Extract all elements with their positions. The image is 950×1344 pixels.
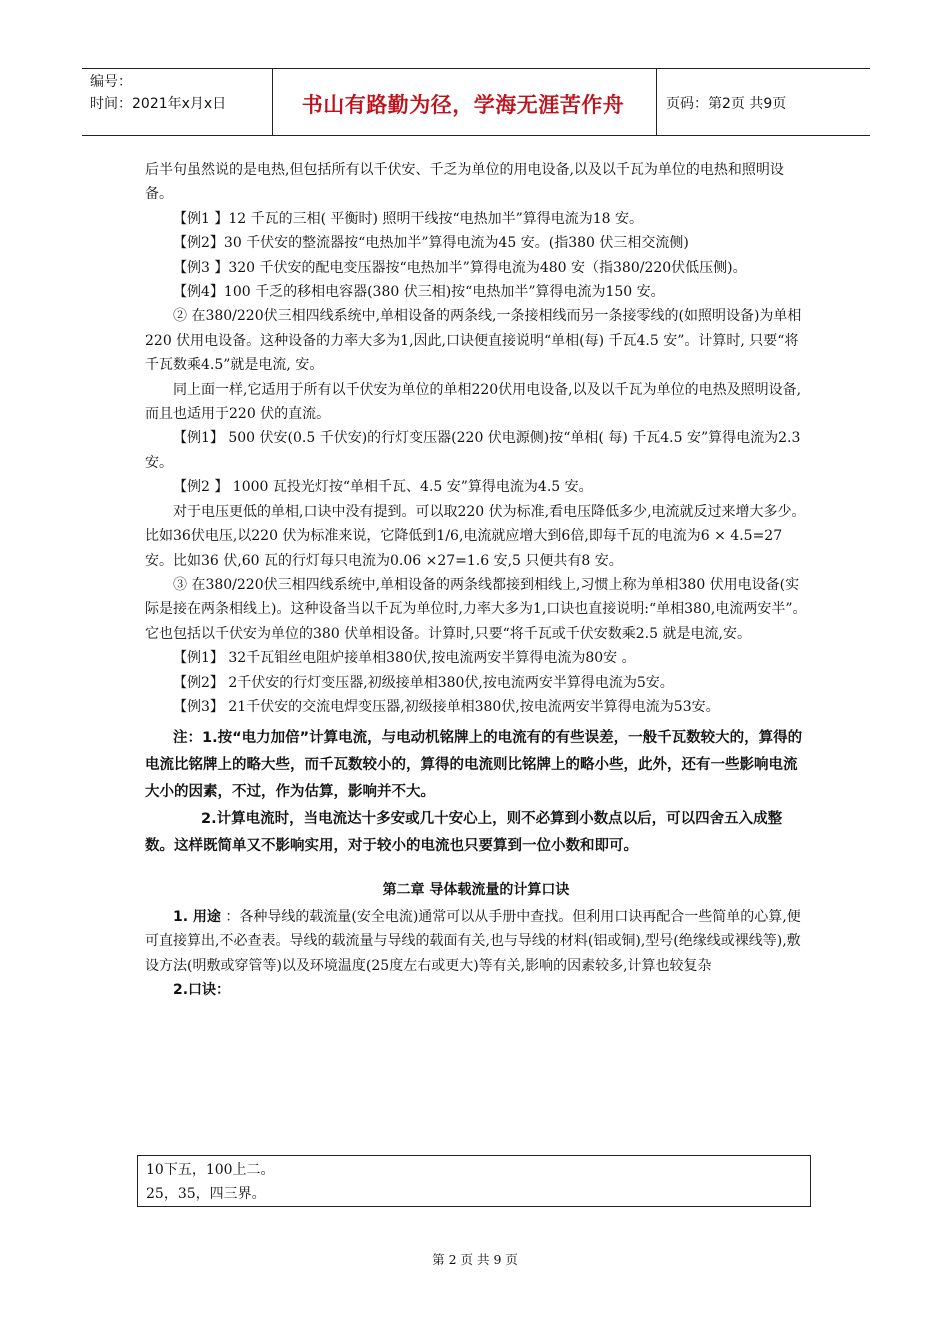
example-paragraph: 【例3】 21千伏安的交流电焊变压器,初级接单相380伏,按电流两安半算得电流为53安。 bbox=[173, 698, 720, 715]
page-footer: 第 2 页 共 9 页 bbox=[432, 1252, 518, 1267]
section-text: ：各种导线的载流量(安全电流)通常可以从手册中查找。但利用口诀再配合一些简单的心算,便可直接算出,不必查表。导线的载流量与导线的载面有关,也与导线的材料(铝或铜),型号(绝缘线或裸线等),敷设方法(明敷或穿管等)以及环境温度(25度左右或更大)等有关,影响的因素较多,计算也较复杂 bbox=[145, 908, 801, 974]
example-paragraph: 【例1 】12 千瓦的三相( 平衡时) 照明干线按“电热加半”算得电流为18 安。 bbox=[173, 210, 644, 227]
mnemonic-line: 25，35，四三界。 bbox=[146, 1186, 266, 1202]
document-body bbox=[145, 158, 807, 1002]
time-label: 时间：2021年x月x日 bbox=[90, 96, 227, 112]
section-usage bbox=[145, 905, 807, 978]
example-paragraph: 【例2 】 1000 瓦投光灯按“单相千瓦、4.5 安”算得电流为4.5 安。 bbox=[173, 479, 593, 496]
example-paragraph: 【例1】 500 伏安(0.5 千伏安)的行灯变压器(220 伏电源侧)按“单相( 每) 千瓦4.5 安”算得电流为2.3 安。 bbox=[145, 430, 801, 471]
example-paragraph: 【例2】30 千伏安的整流器按“电热加半”算得电流为45 安。(指380 伏三相交流侧) bbox=[173, 235, 689, 252]
paragraph: 对于电压更低的单相,口诀中没有提到。可以取220 伏为标准,看电压降低多少,电流就反过来增大多少。比如36伏电压,以220 伏为标准来说，它降低到1/6,电流就应增大到6倍,即每千瓦的电流为6 × 4.5=27 安。比如36 伏,60 瓦的行灯每只电流为0.06 ×27=1.6 安,5 只便共有8 安。 bbox=[145, 503, 806, 569]
section-label: 1. 用途 bbox=[173, 908, 221, 925]
header-divider bbox=[272, 69, 273, 135]
example-paragraph: 【例2】 2千伏安的行灯变压器,初级接单相380伏,按电流两安半算得电流为5安。 bbox=[173, 674, 674, 691]
header-divider bbox=[656, 69, 657, 135]
number-label: 编号： bbox=[90, 74, 132, 90]
section-mnemonic-label: 2.口诀： bbox=[173, 981, 231, 998]
chapter-title: 第二章 导体载流量的计算口诀 bbox=[382, 882, 570, 899]
paragraph: ③ 在380/220伏三相四线系统中,单相设备的两条线都接到相线上,习惯上称为单相380 伏用电设备(实际是接在两条相线上)。这种设备当以千瓦为单位时,力率大多为1,口诀也直接说明:“单相380,电流两安半”。它也包括以千伏安为单位的380 伏单相设备。计算时,只要“将千瓦或千伏安数乘2.5 就是电流,安。 bbox=[145, 576, 807, 642]
header-meta bbox=[90, 71, 226, 115]
note-paragraph: 2.计算电流时，当电流达十多安或几十安心上，则不必算到小数点以后，可以四舍五入成整数。这样既简单又不影响实用，对于较小的电流也只要算到一位小数和即可。 bbox=[145, 811, 783, 855]
note-paragraph: 注：1.按“电力加倍”计算电流，与电动机铭牌上的电流有的有些误差，一般千瓦数较大的，算得的电流比铭牌上的略大些，而千瓦数较小的，算得的电流则比铭牌上的略小些，此外，还有一些影响电流大小的因素，不过，作为估算，影响并不大。 bbox=[145, 730, 803, 801]
example-paragraph: 【例1】 32千瓦钼丝电阻炉接单相380伏,按电流两安半算得电流为80安 。 bbox=[173, 650, 636, 667]
paragraph: 后半句虽然说的是电热,但包括所有以千伏安、千乏为单位的用电设备,以及以千瓦为单位的电热和照明设备。 bbox=[145, 162, 784, 203]
page-info: 页码：第2页 共9页 bbox=[666, 96, 787, 112]
example-paragraph: 【例3 】320 千伏安的配电变压器按“电热加半”算得电流为480 安（指380/220伏低压侧)。 bbox=[173, 259, 747, 276]
paragraph: ② 在380/220伏三相四线系统中,单相设备的两条线,一条接相线而另一条接零线的(如照明设备)为单相220 伏用电设备。这种设备的力率大多为1,因此,口诀便直接说明“单相(每) 千瓦4.5 安”。计算时, 只要“将千瓦数乘4.5”就是电流, 安。 bbox=[145, 308, 802, 374]
paragraph: 同上面一样,它适用于所有以千伏安为单位的单相220伏用电设备,以及以千瓦为单位的电热及照明设备,而且也适用于220 伏的直流。 bbox=[145, 381, 802, 423]
example-paragraph: 【例4】100 千乏的移相电容器(380 伏三相)按“电热加半”算得电流为150 安。 bbox=[173, 284, 665, 301]
mnemonic-box bbox=[137, 1155, 811, 1207]
page-header bbox=[82, 68, 870, 136]
header-motto: 书山有路勤为径，学海无涯苦作舟 bbox=[301, 93, 625, 117]
mnemonic-line: 10下五，100上二。 bbox=[146, 1162, 275, 1178]
